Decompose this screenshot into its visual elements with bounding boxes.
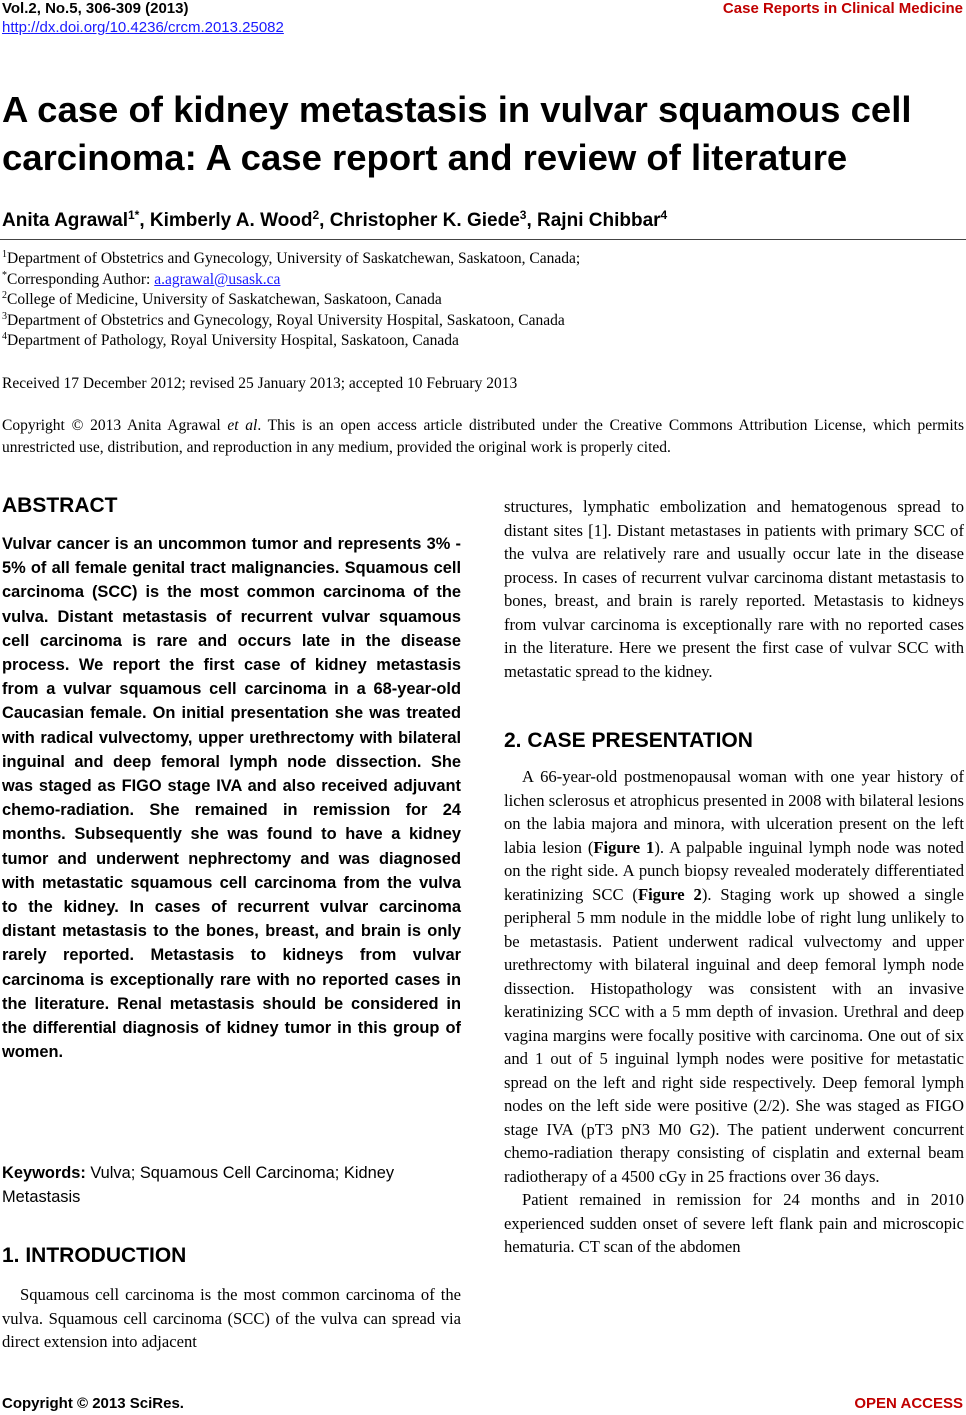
paragraph: Patient remained in remission for 24 months and in 2010 experienced sudden onset of severe left flank pain and microscopic hematuria. CT scan of the abdomen	[504, 1190, 964, 1256]
author-name: Christopher K. Giede	[329, 210, 520, 231]
case-presentation-text	[504, 765, 964, 1259]
journal-volume: Vol.2, No.5, 306-309 (2013)	[2, 0, 189, 17]
paragraph: A 66-year-old postmenopausal woman with one year history of lichen sclerosus et atrophicus presented in 2008 with bilateral lesions on the labia majora and minora, with ulceration present on the left labia lesion (Figure 1). A palpable inguinal lymph node was noted on the right side. A punch biopsy revealed moderately differentiated keratinizing SCC (Figure 2). Staging work up showed a single peripheral 5 mm nodule in the middle lobe of right lung unlikely to be metastasis. Patient underwent radical vulvectomy and upper urethrectomy with bilateral inguinal and deep femoral lymph node dissection. Histopathology was consistent with an invasive keratinizing SCC with a 5 mm depth of invasion. Urethral and deep vagina margins were focally positive with carcinoma. One out of six and 1 out of 5 inguinal lymph nodes were positive for metastatic spread on the left and right side respectively. Deep femoral lymph nodes on the left side were positive (2/2). She was staged as FIGO stage IVA (pT3 pN3 M0 G2). The patient underwent concurrent chemo-radiation therapy consisting of cisplatin and external beam radiotherapy of a 4500 cGy in 25 fractions over 36 days.	[504, 767, 964, 1186]
keywords-text: Vulva; Squamous Cell Carcinoma; Kidney Metastasis	[2, 1164, 395, 1206]
affiliation: $^3$Department of Obstetrics and Gynecology, Royal University Hospital, Saskatoon, Canada	[2, 310, 565, 329]
figure-reference: Figure 1	[593, 837, 655, 857]
paper-title: A case of kidney metastasis in vulvar squamous cell carcinoma: A case report and review of literature	[2, 89, 912, 178]
author-name: Anita Agrawal	[2, 210, 128, 231]
author-affil-mark: 2	[312, 208, 320, 222]
keywords	[2, 1161, 461, 1209]
header-divider	[0, 239, 966, 240]
author-affil-mark: 1*	[128, 208, 140, 222]
affiliation: $^1$Department of Obstetrics and Gynecology, University of Saskatchewan, Saskatoon, Canada;	[2, 249, 581, 267]
author-name: Kimberly A. Wood	[149, 210, 313, 231]
author-affil-mark: 4	[660, 208, 668, 222]
footer-copyright: Copyright © 2013 SciRes.	[2, 1395, 184, 1412]
email-link[interactable]: a.agrawal@usask.ca	[154, 270, 281, 288]
affiliation: $^2$College of Medicine, University of Saskatchewan, Saskatoon, Canada	[2, 290, 442, 309]
corresponding-author: *Corresponding Author: a.agrawal@usask.ca	[2, 269, 281, 288]
journal-name: Case Reports in Clinical Medicine	[722, 0, 963, 17]
introduction-continued: structures, lymphatic embolization and hematogenous spread to distant sites [1]. Distant metastases in patients with primary SCC of the vulva are relatively rare and usually occur late in the disease process. In cases of recurrent vulvar carcinoma distant metastasis to bones, breast, and brain is rarely reported. Metastasis to kidneys from vulvar carcinoma is exceptionally rare with no reported cases in the literature. Here we present the first case of vulvar SCC with metastatic spread to the kidney.	[504, 497, 964, 681]
abstract-heading: ABSTRACT	[2, 494, 118, 517]
author-affil-mark: 3	[519, 208, 527, 222]
figure-reference: Figure 2	[637, 884, 702, 904]
keywords-label: Keywords:	[2, 1164, 86, 1182]
author-name: Rajni Chibbar	[537, 210, 661, 231]
introduction-text: Squamous cell carcinoma is the most common carcinoma of the vulva. Squamous cell carcinoma (SCC) of the vulva can spread via direct extension into adjacent	[2, 1285, 461, 1351]
affiliation: $^4$Department of Pathology, Royal University Hospital, Saskatoon, Canada	[2, 331, 459, 350]
case-presentation-heading: 2. CASE PRESENTATION	[504, 729, 753, 752]
author-list: Anita Agrawal$^{1*}$, Kimberly A. Wood$^2$, Christopher K. Giede$^3$, Rajni Chibbar$^4$	[2, 208, 668, 231]
doi-link[interactable]: http://dx.doi.org/10.4236/crcm.2013.25082	[2, 19, 284, 36]
open-access-label: OPEN ACCESS	[854, 1395, 963, 1412]
copyright-notice: Copyright © 2013 Anita Agrawal et al. This is an open access article distributed under the Creative Commons Attribution License, which permits unrestricted use, distribution, and reproduction in any medium, provided the original work is properly cited.	[2, 417, 964, 456]
abstract-text: Vulvar cancer is an uncommon tumor and represents 3% - 5% of all female genital tract malignancies. Squamous cell carcinoma (SCC) is the most common carcinoma of the vulva. Distant metastasis of recurrent vulvar squamous cell carcinoma is rare and occurs late in the disease process. We report the first case of kidney metastasis from a vulvar squamous cell carcinoma in a 68-year-old Caucasian female. On initial presentation she was treated with radical vulvectomy, upper urethrectomy with bilateral inguinal and deep femoral lymph node dissection. She was staged as FIGO stage IVA and also received adjuvant chemo-radiation. She remained in remission for 24 months. Subsequently she was found to have a kidney tumor and underwent nephrectomy and was diagnosed with metastatic squamous cell carcinoma from the vulva to the kidney. In cases of recurrent vulvar carcinoma distant metastasis to the bones, breast, and brain is only rarely reported. Metastasis to kidneys from vulvar carcinoma is exceptionally rare with no reported cases in the literature. Renal metastasis should be considered in the differential diagnosis of kidney tumor in this group of women.	[2, 535, 461, 1062]
introduction-heading: 1. INTRODUCTION	[2, 1244, 187, 1267]
affiliations	[2, 249, 580, 352]
received-dates: Received 17 December 2012; revised 25 January 2013; accepted 10 February 2013	[2, 375, 518, 392]
